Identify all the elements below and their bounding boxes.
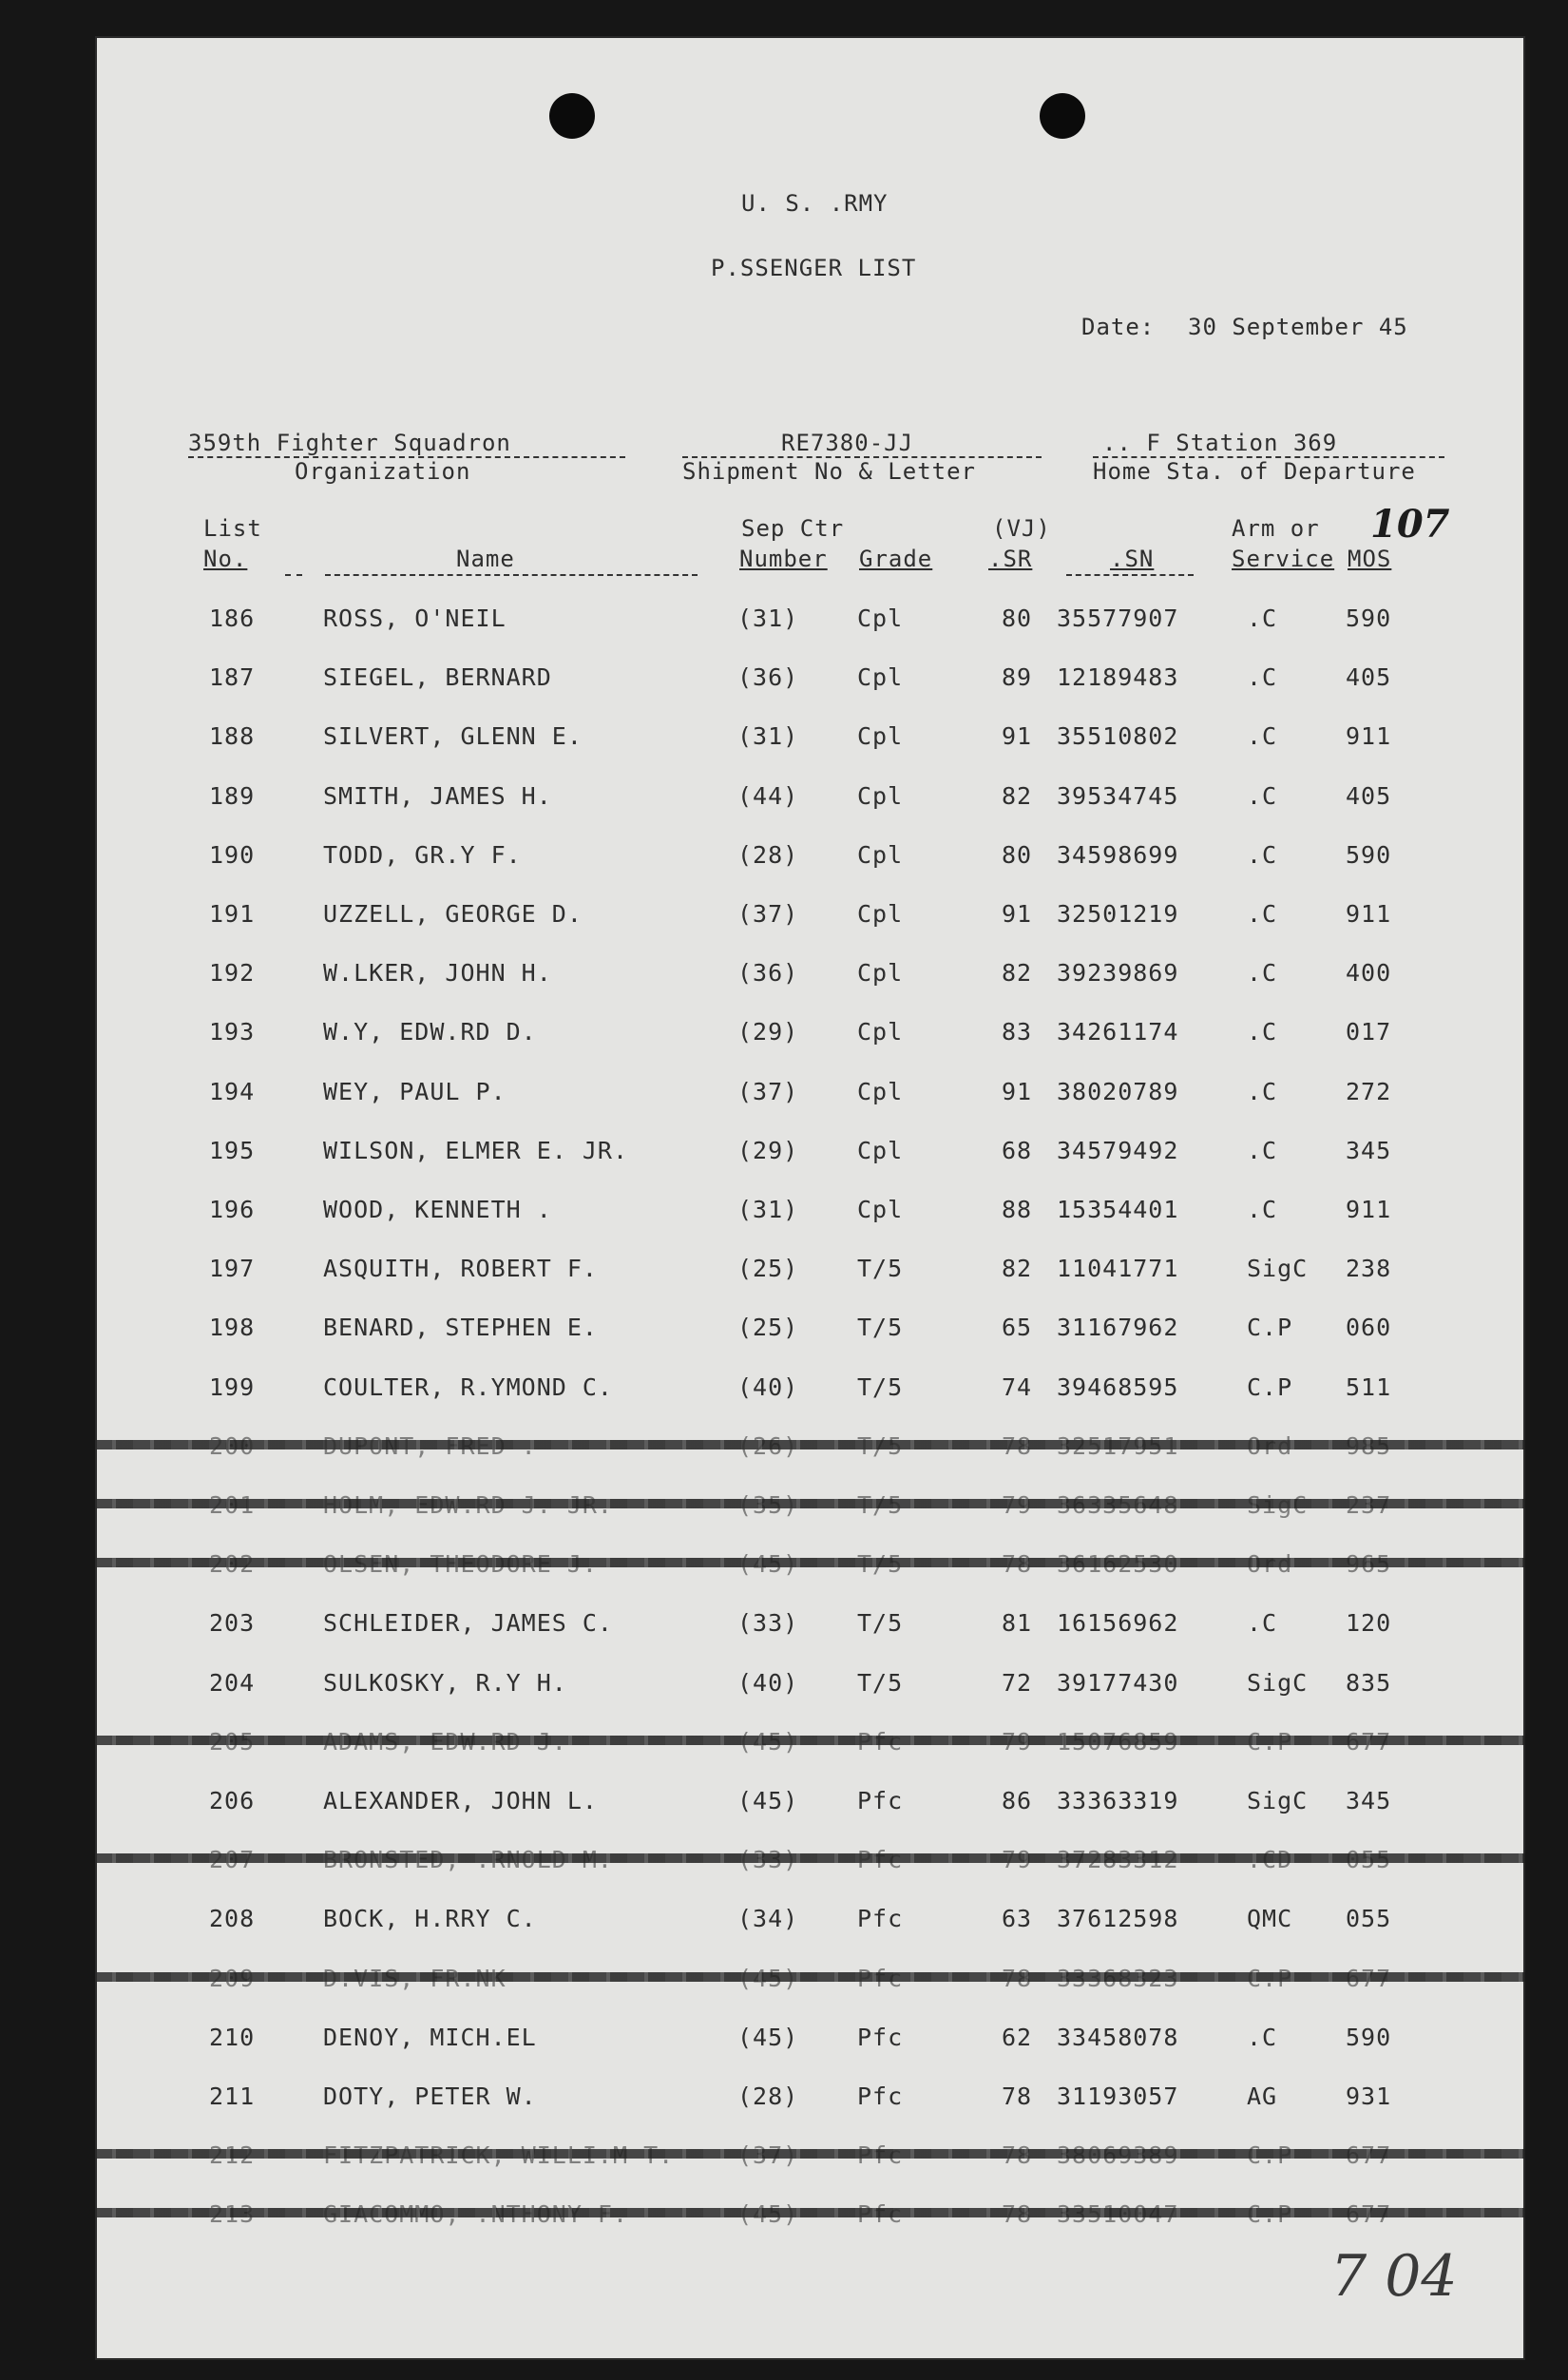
strikethrough-line [95, 1853, 1525, 1863]
row-name: WILSON, ELMER E. JR. [323, 1137, 629, 1164]
row-sep-ctr: (36) [737, 959, 799, 987]
row-grade: Cpl [857, 959, 904, 987]
row-asr: 82 [1002, 782, 1033, 810]
col-grade: Grade [859, 546, 933, 572]
row-arm: SigC [1247, 1669, 1309, 1697]
row-mos: 272 [1346, 1078, 1392, 1105]
row-grade: T/5 [857, 1373, 904, 1401]
row-mos: 017 [1346, 1018, 1392, 1046]
col-sep-ctr-1: Sep Ctr [741, 515, 845, 542]
row-sep-ctr: (31) [737, 1196, 799, 1223]
row-arm: .C [1247, 722, 1278, 750]
row-sep-ctr: (29) [737, 1137, 799, 1164]
row-list-no: 188 [209, 722, 256, 750]
row-sep-ctr: (25) [737, 1255, 799, 1282]
row-asr: 80 [1002, 841, 1033, 869]
row-grade: Cpl [857, 1078, 904, 1105]
row-list-no: 191 [209, 900, 256, 928]
row-sep-ctr: (45) [737, 1787, 799, 1814]
row-list-no: 203 [209, 1609, 256, 1637]
row-asn: 39239869 [1057, 959, 1179, 987]
col-mos: MOS [1348, 546, 1392, 572]
row-name: W.LKER, JOHN H. [323, 959, 552, 987]
row-grade: Cpl [857, 900, 904, 928]
row-name: WEY, PAUL P. [323, 1078, 507, 1105]
row-grade: T/5 [857, 1669, 904, 1697]
row-sep-ctr: (33) [737, 1609, 799, 1637]
row-arm: .C [1247, 782, 1278, 810]
row-asn: 38020789 [1057, 1078, 1179, 1105]
row-arm: .C [1247, 605, 1278, 632]
col-list-rule [285, 574, 302, 576]
row-asr: 88 [1002, 1196, 1033, 1223]
row-asn: 35577907 [1057, 605, 1179, 632]
row-sep-ctr: (28) [737, 2082, 799, 2110]
row-list-no: 210 [209, 2024, 256, 2051]
row-name: BENARD, STEPHEN E. [323, 1314, 598, 1341]
row-arm: C.P [1247, 1314, 1293, 1341]
row-name: COULTER, R.YMOND C. [323, 1373, 613, 1401]
home-station-label: Home Sta. of Departure [1093, 458, 1416, 485]
row-asn: 34261174 [1057, 1018, 1179, 1046]
punch-hole-right [1040, 93, 1085, 139]
row-asn: 39534745 [1057, 782, 1179, 810]
row-asr: 81 [1002, 1609, 1033, 1637]
row-sep-ctr: (37) [737, 900, 799, 928]
row-mos: 911 [1346, 900, 1392, 928]
row-asn: 37612598 [1057, 1905, 1179, 1932]
strikethrough-line [95, 1440, 1525, 1449]
col-name: Name [456, 546, 515, 572]
row-grade: T/5 [857, 1609, 904, 1637]
row-sep-ctr: (36) [737, 663, 799, 691]
row-list-no: 208 [209, 1905, 256, 1932]
row-asn: 31193057 [1057, 2082, 1179, 2110]
row-grade: Cpl [857, 663, 904, 691]
row-arm: .C [1247, 841, 1278, 869]
row-asr: 82 [1002, 1255, 1033, 1282]
row-mos: 931 [1346, 2082, 1392, 2110]
row-arm: .C [1247, 1078, 1278, 1105]
row-name: TODD, GR.Y F. [323, 841, 522, 869]
row-asn: 35510802 [1057, 722, 1179, 750]
row-name: SIEGEL, BERNARD [323, 663, 552, 691]
row-list-no: 211 [209, 2082, 256, 2110]
row-list-no: 187 [209, 663, 256, 691]
row-list-no: 197 [209, 1255, 256, 1282]
col-arm-1: Arm or [1232, 515, 1320, 542]
row-grade: Pfc [857, 1787, 904, 1814]
row-list-no: 206 [209, 1787, 256, 1814]
row-mos: 911 [1346, 722, 1392, 750]
row-mos: 120 [1346, 1609, 1392, 1637]
row-grade: Cpl [857, 1018, 904, 1046]
row-asn: 11041771 [1057, 1255, 1179, 1282]
row-name: SILVERT, GLENN E. [323, 722, 583, 750]
row-arm: SigC [1247, 1787, 1309, 1814]
row-arm: .C [1247, 959, 1278, 987]
row-name: ALEXANDER, JOHN L. [323, 1787, 598, 1814]
row-mos: 911 [1346, 1196, 1392, 1223]
row-mos: 405 [1346, 782, 1392, 810]
row-name: W.Y, EDW.RD D. [323, 1018, 537, 1046]
row-list-no: 193 [209, 1018, 256, 1046]
col-asr-1: (VJ) [992, 515, 1051, 542]
row-grade: Pfc [857, 2024, 904, 2051]
row-arm: .C [1247, 2024, 1278, 2051]
row-asr: 74 [1002, 1373, 1033, 1401]
col-sep-ctr-2: Number [739, 546, 828, 572]
row-sep-ctr: (40) [737, 1669, 799, 1697]
row-asr: 89 [1002, 663, 1033, 691]
row-asn: 32501219 [1057, 900, 1179, 928]
punch-hole-left [549, 93, 595, 139]
row-name: WOOD, KENNETH . [323, 1196, 552, 1223]
row-mos: 405 [1346, 663, 1392, 691]
row-grade: Cpl [857, 1196, 904, 1223]
row-mos: 590 [1346, 841, 1392, 869]
row-name: DENOY, MICH.EL [323, 2024, 537, 2051]
row-sep-ctr: (29) [737, 1018, 799, 1046]
row-asr: 80 [1002, 605, 1033, 632]
row-name: ROSS, O'NEIL [323, 605, 507, 632]
strikethrough-line [95, 1736, 1525, 1745]
row-asr: 83 [1002, 1018, 1033, 1046]
row-name: DOTY, PETER W. [323, 2082, 537, 2110]
row-grade: T/5 [857, 1314, 904, 1341]
row-list-no: 189 [209, 782, 256, 810]
row-mos: 055 [1346, 1905, 1392, 1932]
row-mos: 511 [1346, 1373, 1392, 1401]
row-grade: Cpl [857, 1137, 904, 1164]
row-grade: Pfc [857, 1905, 904, 1932]
document-sheet [95, 36, 1525, 2360]
strikethrough-line [95, 1558, 1525, 1567]
row-mos: 400 [1346, 959, 1392, 987]
strikethrough-line [95, 1972, 1525, 1982]
row-list-no: 190 [209, 841, 256, 869]
row-mos: 590 [1346, 2024, 1392, 2051]
row-list-no: 196 [209, 1196, 256, 1223]
document-title: U. S. .RMY [741, 190, 889, 217]
row-name: ASQUITH, ROBERT F. [323, 1255, 598, 1282]
row-mos: 590 [1346, 605, 1392, 632]
row-asr: 62 [1002, 2024, 1033, 2051]
row-asr: 63 [1002, 1905, 1033, 1932]
date-value: 30 September 45 [1188, 314, 1408, 340]
row-list-no: 199 [209, 1373, 256, 1401]
col-asr-2: .SR [988, 546, 1033, 572]
row-asn: 39177430 [1057, 1669, 1179, 1697]
row-sep-ctr: (44) [737, 782, 799, 810]
col-asn-rule [1066, 574, 1194, 576]
date-label: Date: [1081, 314, 1156, 340]
row-arm: .C [1247, 900, 1278, 928]
pencil-annotation: 7 04 [1330, 2243, 1458, 2310]
row-arm: .C [1247, 663, 1278, 691]
row-list-no: 186 [209, 605, 256, 632]
row-list-no: 194 [209, 1078, 256, 1105]
organization-value: 359th Fighter Squadron [188, 430, 511, 456]
row-asn: 15354401 [1057, 1196, 1179, 1223]
row-arm: .C [1247, 1137, 1278, 1164]
strikethrough-line [95, 2208, 1525, 2217]
row-asr: 72 [1002, 1669, 1033, 1697]
row-arm: AG [1247, 2082, 1278, 2110]
row-sep-ctr: (37) [737, 1078, 799, 1105]
row-arm: .C [1247, 1609, 1278, 1637]
shipment-label: Shipment No & Letter [682, 458, 976, 485]
row-asn: 39468595 [1057, 1373, 1179, 1401]
row-asn: 31167962 [1057, 1314, 1179, 1341]
row-list-no: 195 [209, 1137, 256, 1164]
row-sep-ctr: (34) [737, 1905, 799, 1932]
row-asr: 65 [1002, 1314, 1033, 1341]
row-asr: 91 [1002, 722, 1033, 750]
col-name-rule [325, 574, 698, 576]
col-arm-2: Service [1232, 546, 1335, 572]
row-asr: 91 [1002, 900, 1033, 928]
strikethrough-line [95, 2149, 1525, 2159]
col-asn: .SN [1110, 546, 1155, 572]
row-mos: 238 [1346, 1255, 1392, 1282]
row-arm: .C [1247, 1018, 1278, 1046]
row-name: UZZELL, GEORGE D. [323, 900, 583, 928]
row-mos: 345 [1346, 1137, 1392, 1164]
row-asr: 91 [1002, 1078, 1033, 1105]
col-list-no-1: List [203, 515, 262, 542]
shipment-value: RE7380-JJ [781, 430, 914, 456]
row-asn: 33363319 [1057, 1787, 1179, 1814]
row-arm: .C [1247, 1196, 1278, 1223]
row-grade: Cpl [857, 722, 904, 750]
row-sep-ctr: (45) [737, 2024, 799, 2051]
row-grade: Cpl [857, 782, 904, 810]
row-sep-ctr: (40) [737, 1373, 799, 1401]
row-sep-ctr: (28) [737, 841, 799, 869]
row-asn: 16156962 [1057, 1609, 1179, 1637]
row-sep-ctr: (31) [737, 605, 799, 632]
row-asr: 68 [1002, 1137, 1033, 1164]
organization-label: Organization [295, 458, 471, 485]
row-grade: Cpl [857, 605, 904, 632]
row-grade: T/5 [857, 1255, 904, 1282]
row-asr: 78 [1002, 2082, 1033, 2110]
row-arm: C.P [1247, 1373, 1293, 1401]
row-asr: 82 [1002, 959, 1033, 987]
row-arm: SigC [1247, 1255, 1309, 1282]
document-subtitle: P.SSENGER LIST [711, 255, 917, 281]
row-name: SMITH, JAMES H. [323, 782, 552, 810]
strikethrough-line [95, 1499, 1525, 1508]
row-asr: 86 [1002, 1787, 1033, 1814]
row-name: BOCK, H.RRY C. [323, 1905, 537, 1932]
row-grade: Cpl [857, 841, 904, 869]
row-list-no: 192 [209, 959, 256, 987]
row-mos: 835 [1346, 1669, 1392, 1697]
row-asn: 34598699 [1057, 841, 1179, 869]
row-list-no: 204 [209, 1669, 256, 1697]
col-list-no-2: No. [203, 546, 248, 572]
row-sep-ctr: (25) [737, 1314, 799, 1341]
row-name: SULKOSKY, R.Y H. [323, 1669, 567, 1697]
row-mos: 060 [1346, 1314, 1392, 1341]
row-asn: 34579492 [1057, 1137, 1179, 1164]
page-number: 107 [1370, 502, 1450, 547]
row-mos: 345 [1346, 1787, 1392, 1814]
row-arm: QMC [1247, 1905, 1293, 1932]
home-station-value: .. F Station 369 [1102, 430, 1338, 456]
row-sep-ctr: (31) [737, 722, 799, 750]
row-list-no: 198 [209, 1314, 256, 1341]
row-name: SCHLEIDER, JAMES C. [323, 1609, 613, 1637]
row-grade: Pfc [857, 2082, 904, 2110]
row-asn: 12189483 [1057, 663, 1179, 691]
row-asn: 33458078 [1057, 2024, 1179, 2051]
